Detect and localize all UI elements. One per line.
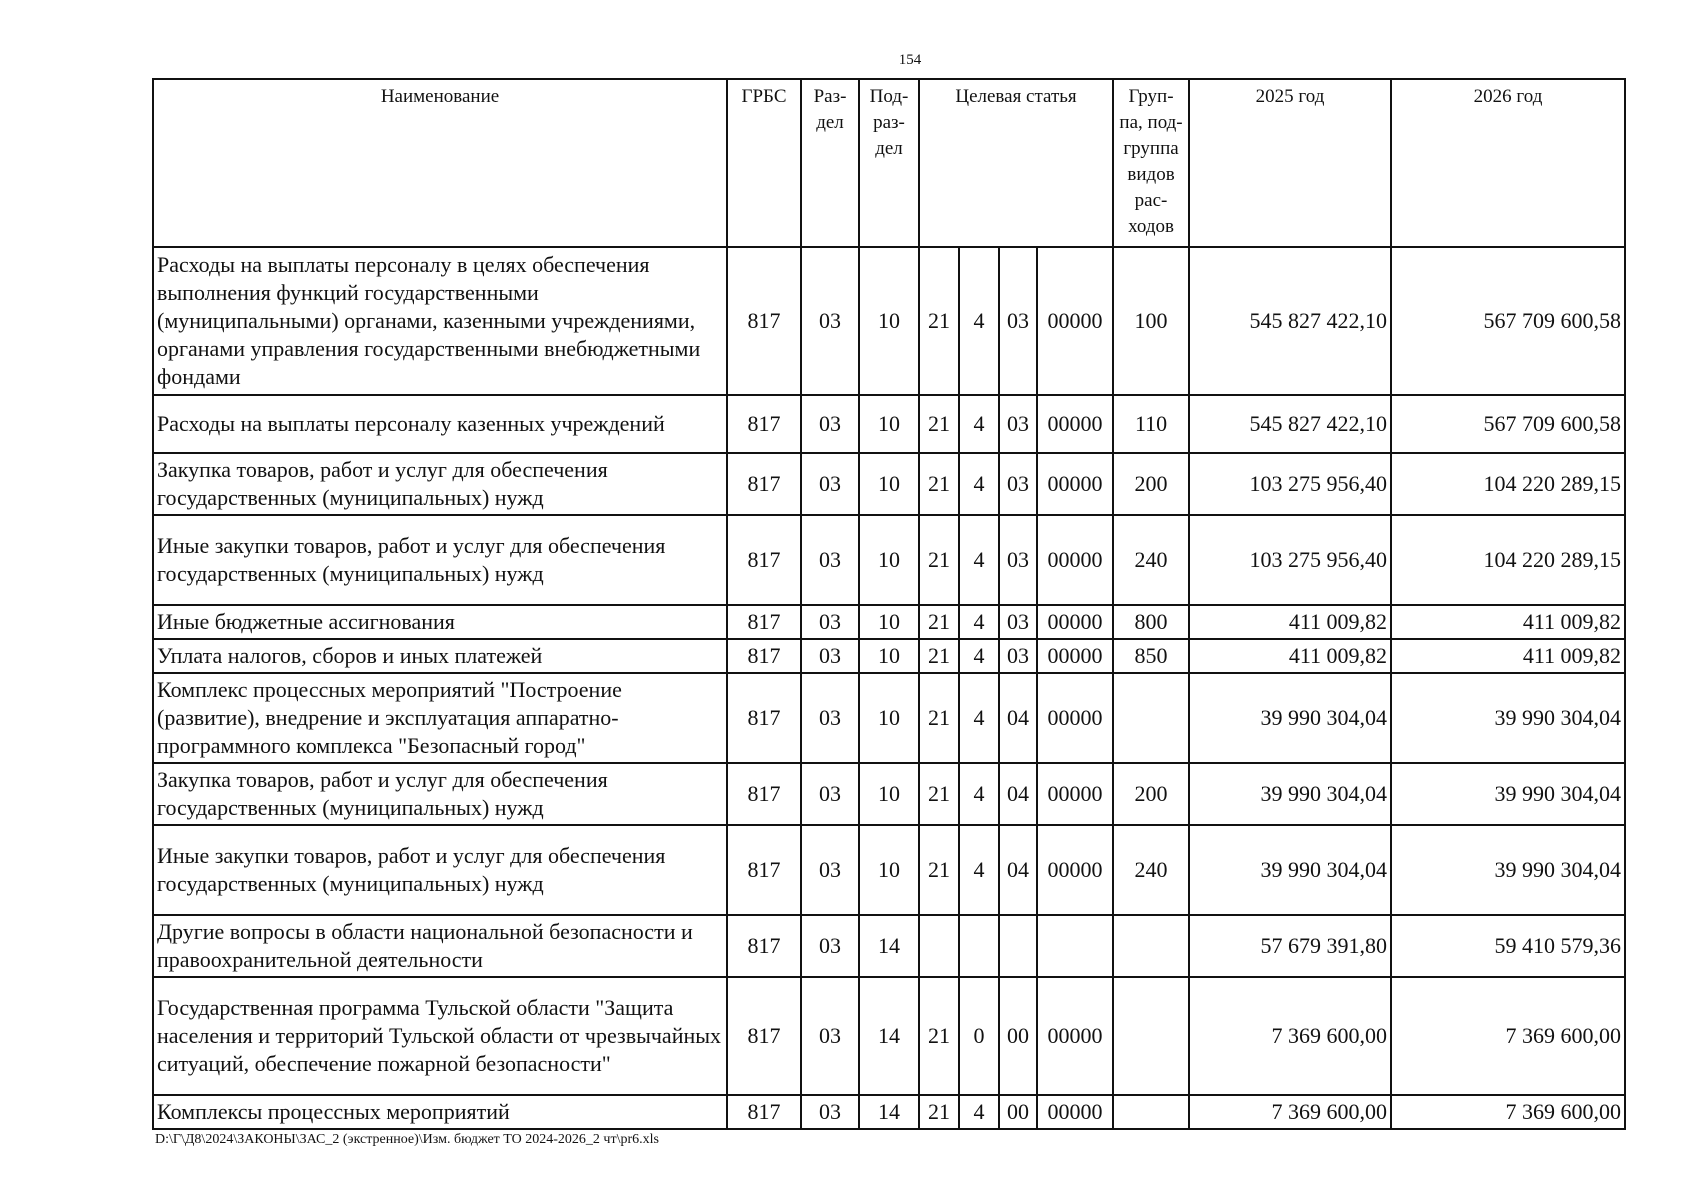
table-row <box>153 977 1625 1095</box>
row-name: Расходы на выплаты персоналу казенных учреждений <box>153 395 727 453</box>
row-target-structure: 04 <box>999 763 1037 825</box>
row-target-direction: 00000 <box>1037 673 1113 763</box>
row-target-type: 4 <box>959 825 999 915</box>
table-row <box>153 639 1625 673</box>
header-expense-group: Груп- па, под- группа видов рас- ходов <box>1113 79 1189 247</box>
row-target-program: 21 <box>919 1095 959 1129</box>
row-target-direction: 00000 <box>1037 639 1113 673</box>
header-grbs: ГРБС <box>727 79 801 247</box>
header-2025: 2025 год <box>1189 79 1391 247</box>
row-razdel: 03 <box>801 395 859 453</box>
row-target-structure: 03 <box>999 395 1037 453</box>
row-amount-2025: 545 827 422,10 <box>1189 247 1391 395</box>
row-razdel: 03 <box>801 453 859 515</box>
row-target-program: 21 <box>919 825 959 915</box>
row-expense-group <box>1113 1095 1189 1129</box>
row-target-program: 21 <box>919 247 959 395</box>
row-target-direction: 00000 <box>1037 453 1113 515</box>
row-target-structure: 03 <box>999 247 1037 395</box>
row-name: Иные бюджетные ассигнования <box>153 605 727 639</box>
row-razdel: 03 <box>801 825 859 915</box>
row-grbs: 817 <box>727 605 801 639</box>
row-target-direction: 00000 <box>1037 395 1113 453</box>
row-target-direction: 00000 <box>1037 605 1113 639</box>
table-row <box>153 825 1625 915</box>
row-target-type: 4 <box>959 247 999 395</box>
row-amount-2025: 103 275 956,40 <box>1189 515 1391 605</box>
row-target-type: 4 <box>959 1095 999 1129</box>
row-target-program: 21 <box>919 605 959 639</box>
row-target-structure: 04 <box>999 825 1037 915</box>
header-razdel: Раз- дел <box>801 79 859 247</box>
row-target-program: 21 <box>919 763 959 825</box>
row-amount-2026: 567 709 600,58 <box>1391 395 1625 453</box>
row-target-program: 21 <box>919 515 959 605</box>
row-target-direction: 00000 <box>1037 977 1113 1095</box>
row-name: Другие вопросы в области национальной безопасности и правоохранительной деятельности <box>153 915 727 977</box>
row-amount-2025: 57 679 391,80 <box>1189 915 1391 977</box>
row-amount-2026: 39 990 304,04 <box>1391 763 1625 825</box>
row-amount-2026: 411 009,82 <box>1391 605 1625 639</box>
row-grbs: 817 <box>727 639 801 673</box>
header-2026: 2026 год <box>1391 79 1625 247</box>
row-amount-2025: 411 009,82 <box>1189 639 1391 673</box>
row-expense-group <box>1113 977 1189 1095</box>
row-amount-2025: 39 990 304,04 <box>1189 673 1391 763</box>
header-row <box>153 79 1625 247</box>
row-target-direction: 00000 <box>1037 1095 1113 1129</box>
row-amount-2025: 545 827 422,10 <box>1189 395 1391 453</box>
row-grbs: 817 <box>727 763 801 825</box>
row-podrazdel: 14 <box>859 915 919 977</box>
row-target-type: 0 <box>959 977 999 1095</box>
table-row <box>153 1095 1625 1129</box>
row-target-type: 4 <box>959 605 999 639</box>
row-amount-2026: 104 220 289,15 <box>1391 453 1625 515</box>
row-target-structure: 03 <box>999 605 1037 639</box>
row-grbs: 817 <box>727 673 801 763</box>
row-target-direction: 00000 <box>1037 247 1113 395</box>
row-target-program <box>919 915 959 977</box>
row-grbs: 817 <box>727 395 801 453</box>
row-amount-2026: 59 410 579,36 <box>1391 915 1625 977</box>
row-amount-2026: 7 369 600,00 <box>1391 1095 1625 1129</box>
row-grbs: 817 <box>727 977 801 1095</box>
row-grbs: 817 <box>727 247 801 395</box>
row-name: Закупка товаров, работ и услуг для обеспечения государственных (муниципальных) нужд <box>153 453 727 515</box>
table-row <box>153 915 1625 977</box>
row-amount-2026: 39 990 304,04 <box>1391 673 1625 763</box>
row-target-type: 4 <box>959 395 999 453</box>
row-target-structure: 03 <box>999 639 1037 673</box>
row-target-type: 4 <box>959 673 999 763</box>
row-razdel: 03 <box>801 673 859 763</box>
row-name: Иные закупки товаров, работ и услуг для обеспечения государственных (муниципальных) нужд <box>153 825 727 915</box>
row-name: Расходы на выплаты персоналу в целях обеспечения выполнения функций государственными (муниципальными) органами, казенными учреждениями, органами управления государственными внебюджетными фондами <box>153 247 727 395</box>
row-expense-group <box>1113 915 1189 977</box>
row-target-type: 4 <box>959 453 999 515</box>
row-grbs: 817 <box>727 825 801 915</box>
row-amount-2026: 411 009,82 <box>1391 639 1625 673</box>
row-target-program: 21 <box>919 977 959 1095</box>
row-razdel: 03 <box>801 915 859 977</box>
row-podrazdel: 10 <box>859 395 919 453</box>
row-expense-group: 100 <box>1113 247 1189 395</box>
row-expense-group: 110 <box>1113 395 1189 453</box>
row-razdel: 03 <box>801 639 859 673</box>
table-row <box>153 605 1625 639</box>
row-expense-group: 850 <box>1113 639 1189 673</box>
row-target-type <box>959 915 999 977</box>
row-podrazdel: 10 <box>859 605 919 639</box>
page-number: 154 <box>898 52 922 68</box>
row-target-direction: 00000 <box>1037 763 1113 825</box>
row-razdel: 03 <box>801 515 859 605</box>
row-target-structure: 03 <box>999 453 1037 515</box>
row-target-structure <box>999 915 1037 977</box>
header-podrazdel: Под- раз- дел <box>859 79 919 247</box>
row-target-structure: 04 <box>999 673 1037 763</box>
row-target-type: 4 <box>959 639 999 673</box>
row-podrazdel: 10 <box>859 763 919 825</box>
footer-file-path: D:\Г\Д8\2024\ЗАКОНЫ\ЗАС_2 (экстренное)\Изм. бюджет ТО 2024-2026_2 чт\pr6.xls <box>155 1132 659 1147</box>
row-name: Иные закупки товаров, работ и услуг для обеспечения государственных (муниципальных) нужд <box>153 515 727 605</box>
row-razdel: 03 <box>801 1095 859 1129</box>
row-target-structure: 03 <box>999 515 1037 605</box>
row-podrazdel: 10 <box>859 453 919 515</box>
table-row <box>153 673 1625 763</box>
row-target-program: 21 <box>919 395 959 453</box>
table-row <box>153 453 1625 515</box>
header-target-article: Целевая статья <box>919 79 1113 247</box>
row-podrazdel: 14 <box>859 1095 919 1129</box>
row-podrazdel: 10 <box>859 673 919 763</box>
row-expense-group <box>1113 673 1189 763</box>
row-razdel: 03 <box>801 247 859 395</box>
row-amount-2025: 7 369 600,00 <box>1189 977 1391 1095</box>
row-razdel: 03 <box>801 977 859 1095</box>
table-body <box>153 247 1625 1129</box>
row-name: Закупка товаров, работ и услуг для обеспечения государственных (муниципальных) нужд <box>153 763 727 825</box>
row-grbs: 817 <box>727 1095 801 1129</box>
row-amount-2026: 39 990 304,04 <box>1391 825 1625 915</box>
row-target-direction <box>1037 915 1113 977</box>
row-amount-2025: 39 990 304,04 <box>1189 763 1391 825</box>
row-amount-2025: 103 275 956,40 <box>1189 453 1391 515</box>
row-amount-2025: 411 009,82 <box>1189 605 1391 639</box>
row-target-type: 4 <box>959 763 999 825</box>
row-target-direction: 00000 <box>1037 825 1113 915</box>
row-amount-2026: 7 369 600,00 <box>1391 977 1625 1095</box>
row-grbs: 817 <box>727 915 801 977</box>
row-name: Комплексы процессных мероприятий <box>153 1095 727 1129</box>
row-podrazdel: 14 <box>859 977 919 1095</box>
row-target-type: 4 <box>959 515 999 605</box>
row-name: Уплата налогов, сборов и иных платежей <box>153 639 727 673</box>
row-amount-2025: 7 369 600,00 <box>1189 1095 1391 1129</box>
row-amount-2026: 567 709 600,58 <box>1391 247 1625 395</box>
table-row <box>153 247 1625 395</box>
row-target-program: 21 <box>919 673 959 763</box>
row-razdel: 03 <box>801 605 859 639</box>
row-name: Комплекс процессных мероприятий "Построение (развитие), внедрение и эксплуатация аппаратно-программного комплекса "Безопасный город" <box>153 673 727 763</box>
row-podrazdel: 10 <box>859 515 919 605</box>
row-expense-group: 200 <box>1113 453 1189 515</box>
table-row <box>153 763 1625 825</box>
row-podrazdel: 10 <box>859 825 919 915</box>
row-expense-group: 200 <box>1113 763 1189 825</box>
row-target-direction: 00000 <box>1037 515 1113 605</box>
row-target-structure: 00 <box>999 977 1037 1095</box>
row-name: Государственная программа Тульской области "Защита населения и территорий Тульской области от чрезвычайных ситуаций, обеспечение пожарной безопасности" <box>153 977 727 1095</box>
row-expense-group: 240 <box>1113 825 1189 915</box>
row-amount-2026: 104 220 289,15 <box>1391 515 1625 605</box>
row-grbs: 817 <box>727 515 801 605</box>
row-expense-group: 800 <box>1113 605 1189 639</box>
row-amount-2025: 39 990 304,04 <box>1189 825 1391 915</box>
row-grbs: 817 <box>727 453 801 515</box>
row-podrazdel: 10 <box>859 247 919 395</box>
row-target-structure: 00 <box>999 1095 1037 1129</box>
header-name: Наименование <box>153 79 727 247</box>
budget-table <box>152 78 1626 1130</box>
row-expense-group: 240 <box>1113 515 1189 605</box>
table-row <box>153 395 1625 453</box>
table-row <box>153 515 1625 605</box>
row-target-program: 21 <box>919 453 959 515</box>
row-podrazdel: 10 <box>859 639 919 673</box>
row-target-program: 21 <box>919 639 959 673</box>
row-razdel: 03 <box>801 763 859 825</box>
